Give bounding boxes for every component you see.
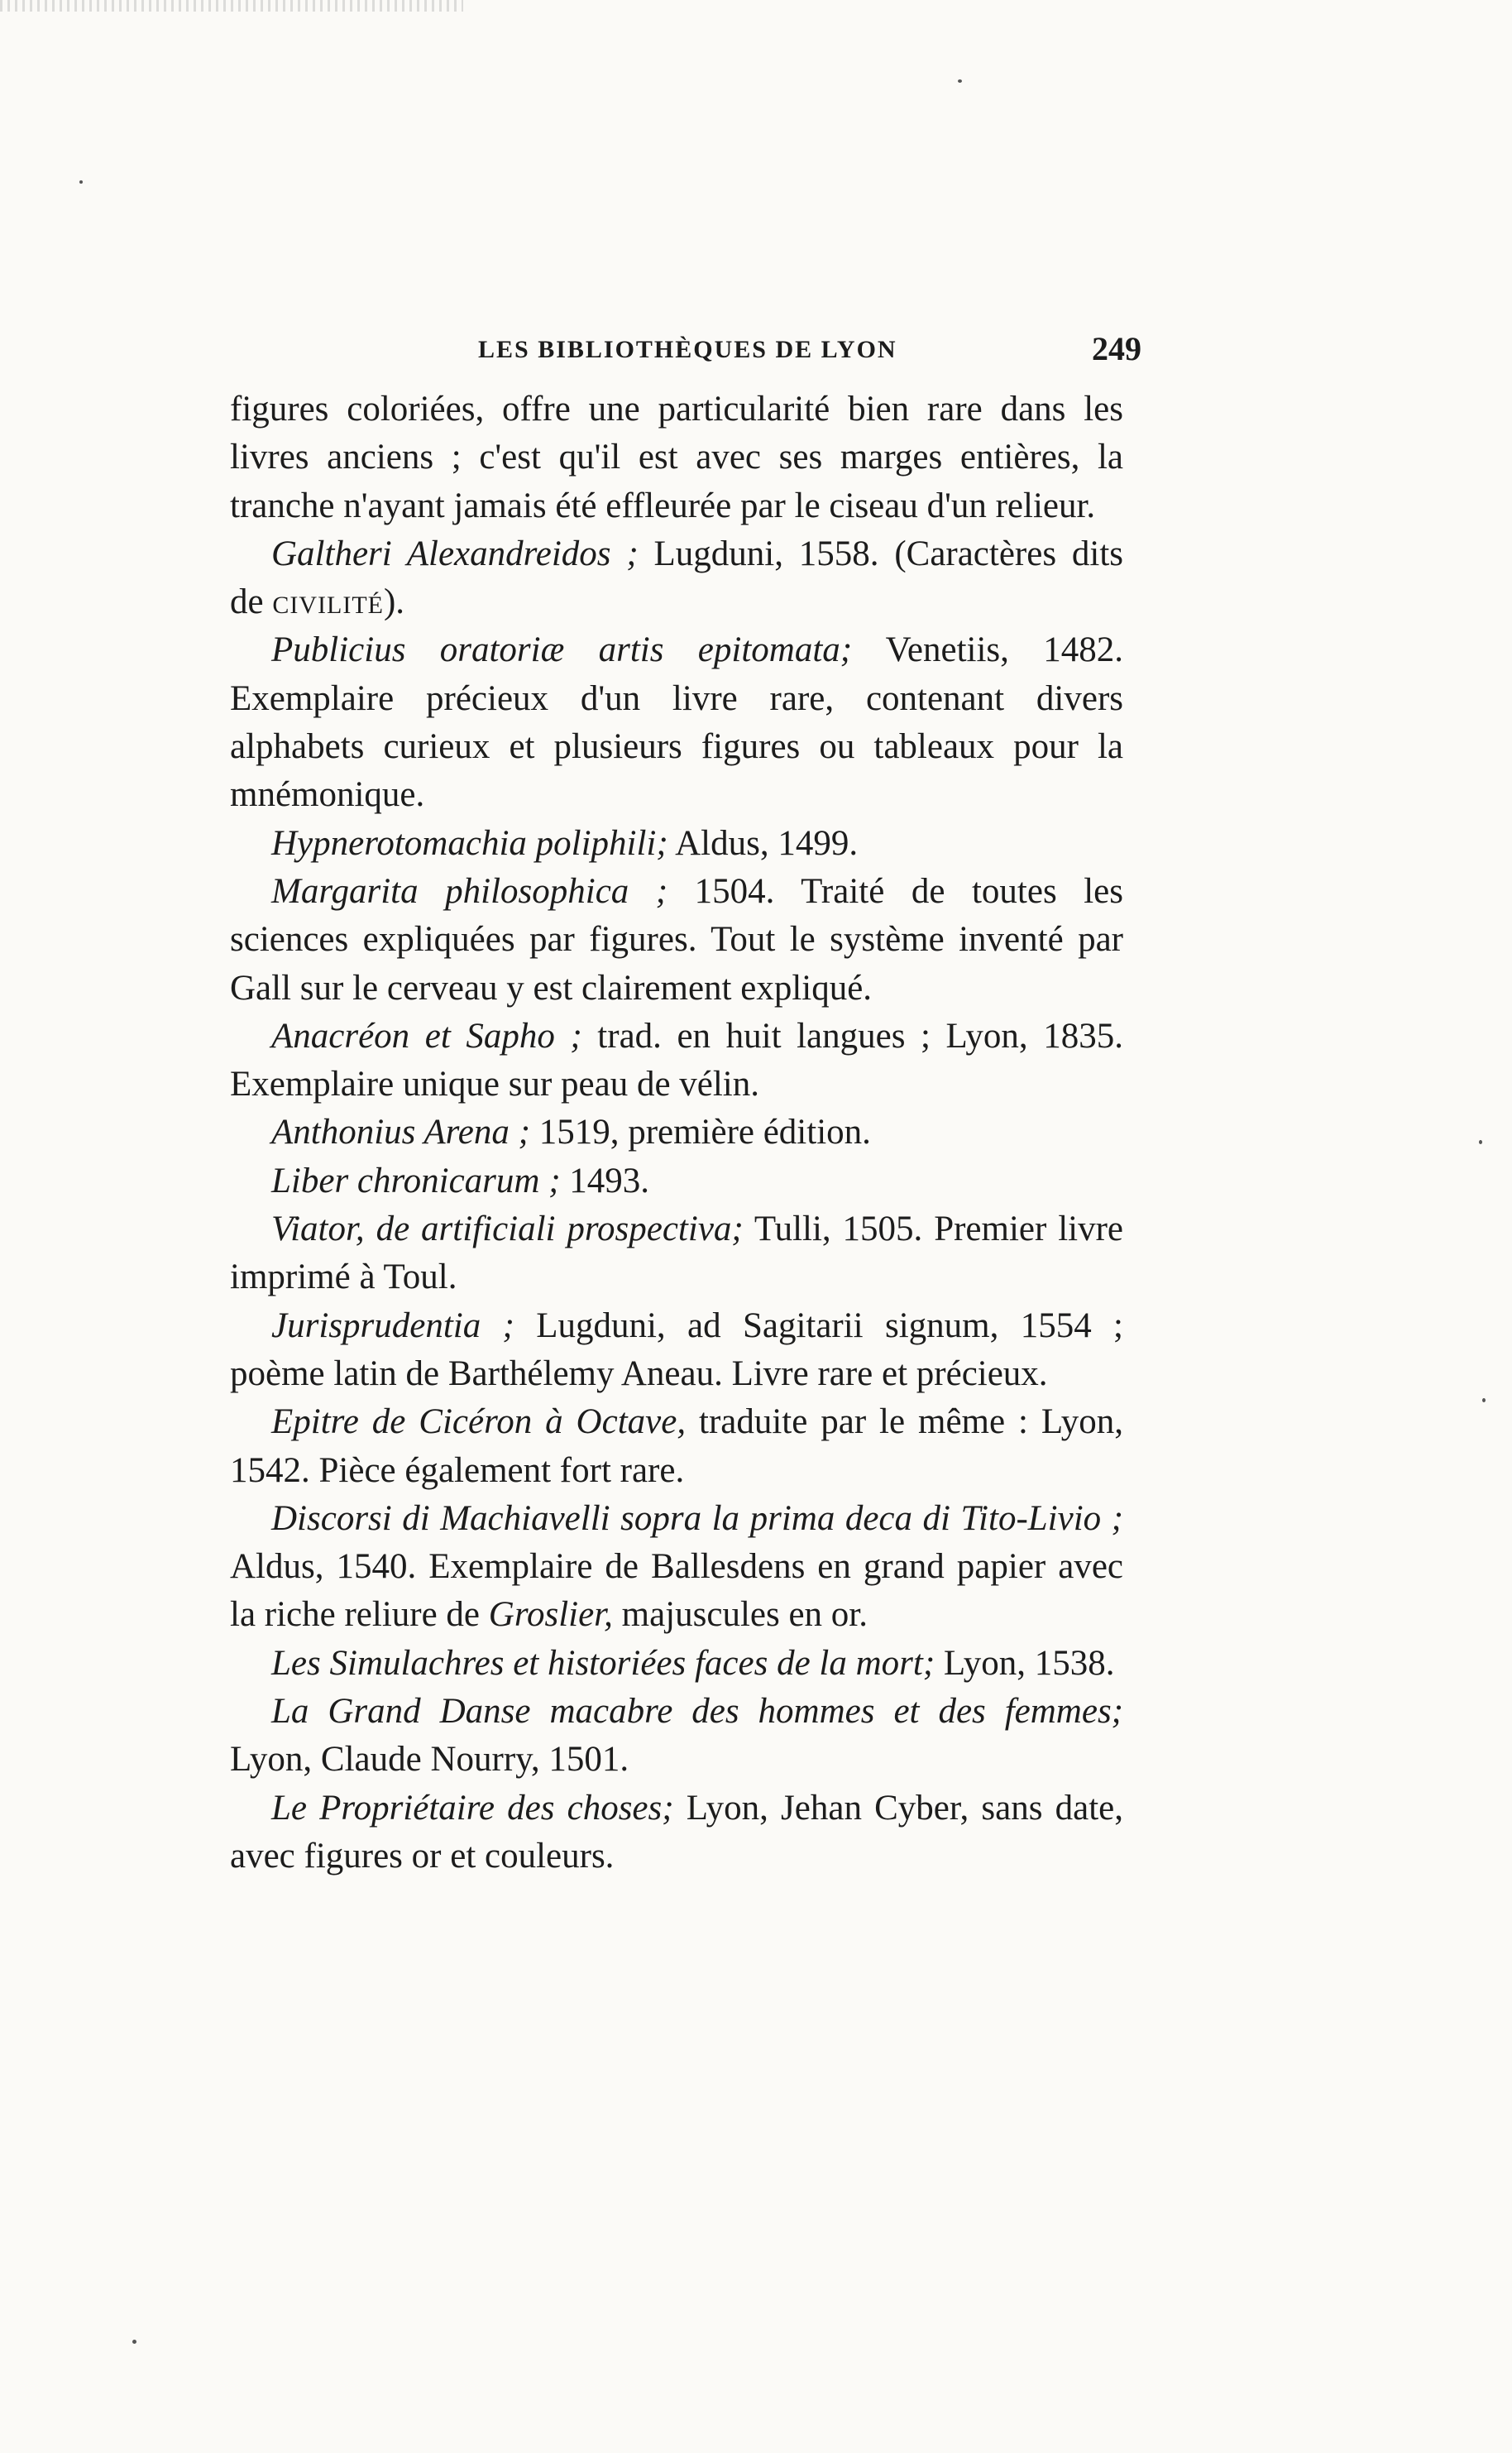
entry-title: Le Propriétaire des choses; <box>271 1788 674 1828</box>
entry-title: La Grand Danse macabre des hommes et des femmes; <box>271 1692 1123 1732</box>
catalog-entry <box>230 1688 1123 1785</box>
paragraph-continuation <box>230 386 1123 530</box>
entry-title: Galtheri Alexandreidos ; <box>271 534 639 573</box>
entry-title: Liber chronicarum ; <box>271 1161 561 1200</box>
entry-title-binder: Groslier, <box>488 1595 613 1635</box>
ink-speck <box>132 2340 136 2344</box>
entry-title: Anthonius Arena ; <box>271 1113 530 1152</box>
ink-speck <box>1482 1398 1486 1402</box>
entry-text: 1493. <box>560 1161 650 1200</box>
entry-text: Lyon, Claude Nourry, 1501. <box>230 1740 629 1780</box>
entry-text: Tulli, 1505. Premier livre imprimé à Toul. <box>230 1210 1123 1297</box>
entry-smallcaps: civilité <box>272 582 384 622</box>
ink-speck <box>1479 1140 1482 1144</box>
catalog-entry <box>230 1640 1123 1688</box>
entry-text: Lyon, 1538. <box>935 1643 1115 1683</box>
entry-title: Anacréon et Sapho ; <box>271 1016 582 1056</box>
entry-text: trad. en huit langues ; Lyon, 1835. Exemplaire unique sur peau de vélin. <box>230 1016 1123 1104</box>
entry-title: Publicius oratoriæ artis epitomata; <box>271 630 853 670</box>
paragraph-text: figures coloriées, offre une particularité bien rare dans les livres anciens ; c'est qu'il est avec ses marges entières, la tranche n'ayant jamais été effleurée par le ciseau d'un relieur. <box>230 390 1123 525</box>
entry-title: Margarita philosophica ; <box>271 871 668 911</box>
entry-text: Lugduni, ad Sagitarii signum, 1554 ; poème latin de Barthélemy Aneau. Livre rare et précieux. <box>230 1306 1123 1393</box>
entry-text: Aldus, 1540. Exemplaire de Ballesdens en grand papier avec la riche reliure de <box>230 1547 1123 1635</box>
catalog-entry <box>230 1495 1123 1640</box>
catalog-entry <box>230 1302 1123 1399</box>
page-number: 249 <box>1092 330 1141 367</box>
catalog-entry <box>230 820 1123 868</box>
page-body <box>230 386 1123 1880</box>
catalog-entry <box>230 530 1123 627</box>
entry-title: Discorsi di Machiavelli sopra la prima deca di Tito-Livio ; <box>271 1498 1123 1538</box>
entry-text-end: ). <box>383 582 405 622</box>
entry-text: Aldus, 1499. <box>667 823 859 863</box>
ink-speck <box>79 180 83 184</box>
entry-text: traduite par le même : Lyon, 1542. Pièce également fort rare. <box>230 1402 1123 1490</box>
catalog-entry <box>230 1013 1123 1109</box>
catalog-entry <box>230 1398 1123 1495</box>
catalog-entry <box>230 1785 1123 1881</box>
entry-title: Les Simulachres et historiées faces de la mort; <box>271 1643 935 1683</box>
catalog-entry <box>230 626 1123 819</box>
running-head-title: LES BIBLIOTHÈQUES DE LYON <box>478 336 897 363</box>
entry-text: Lugduni, 1558. (Caractères dits de <box>230 534 1123 622</box>
ink-speck <box>958 79 962 83</box>
catalog-entry <box>230 1157 1123 1205</box>
entry-title: Hypnerotomachia poliphili; <box>271 823 668 863</box>
catalog-entry <box>230 1205 1123 1302</box>
entry-title: Jurisprudentia ; <box>271 1306 514 1345</box>
running-head <box>230 329 1141 379</box>
entry-text: 1504. Traité de toutes les sciences expliquées par figures. Tout le système inventé par Gall sur le cerveau y est clairement expliqué. <box>230 871 1123 1008</box>
entry-text: Venetiis, 1482. Exemplaire précieux d'un livre rare, contenant divers alphabets curieux et plusieurs figures ou tableaux pour la mnémonique. <box>230 630 1123 815</box>
catalog-entry <box>230 868 1123 1013</box>
entry-text-end: majuscules en or. <box>612 1595 868 1635</box>
entry-text: 1519, première édition. <box>529 1113 871 1152</box>
scan-edge-noise <box>0 0 463 12</box>
entry-title: Viator, de artificiali prospectiva; <box>271 1210 744 1249</box>
entry-text: Lyon, Jehan Cyber, sans date, avec figures or et couleurs. <box>230 1788 1123 1876</box>
catalog-entry <box>230 1109 1123 1157</box>
entry-title: Epitre de Cicéron à Octave, <box>271 1402 687 1442</box>
